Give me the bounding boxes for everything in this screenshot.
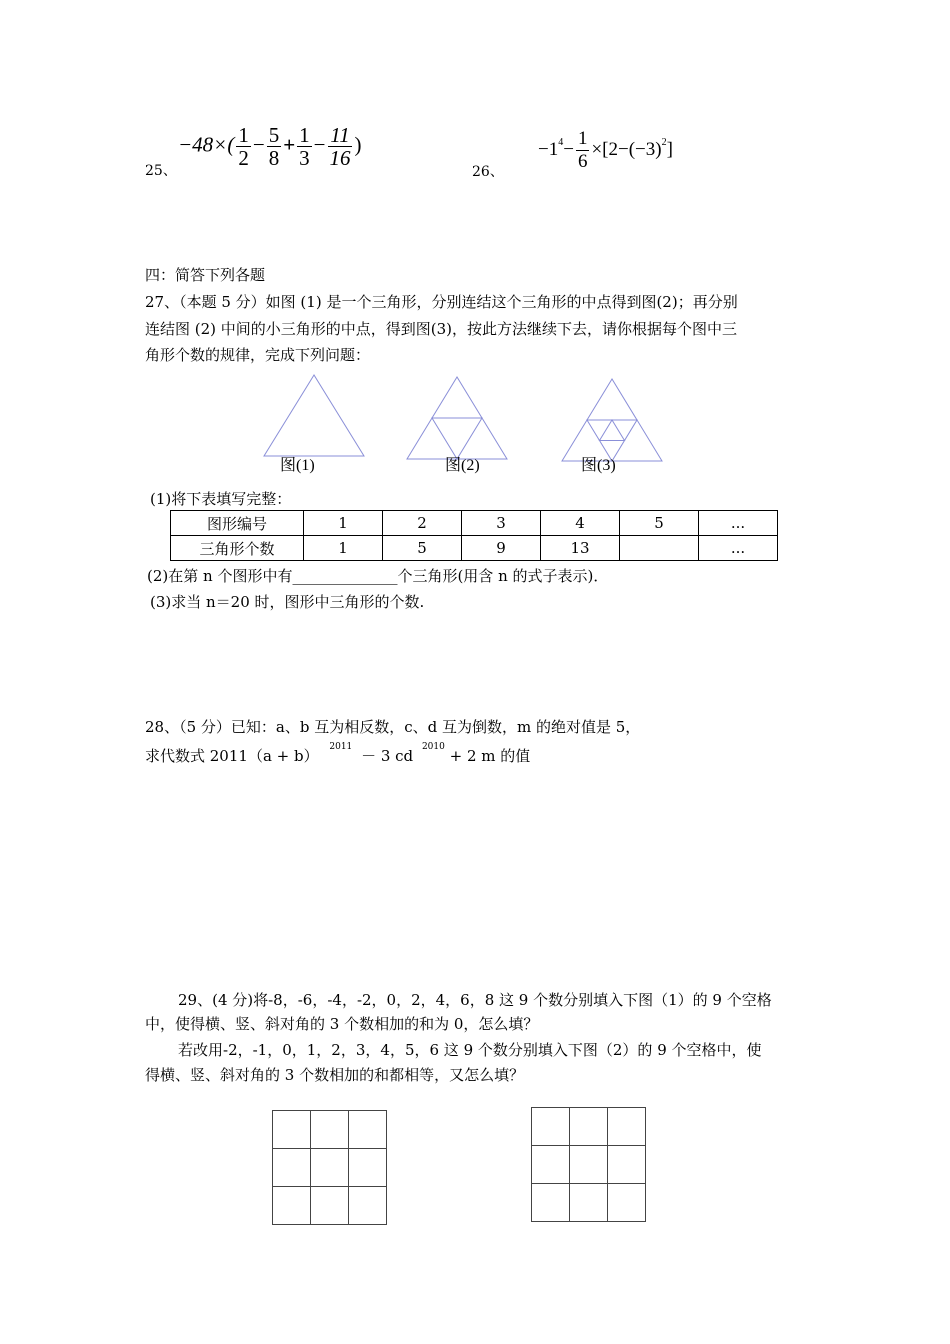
q25-f4-den: 16 bbox=[329, 146, 351, 170]
q26-exp2: 2 bbox=[661, 136, 667, 148]
q25-f3-num: 1 bbox=[299, 123, 310, 147]
table-cell-blank[interactable] bbox=[620, 536, 699, 561]
q29-line2: 中，使得横、竖、斜对角的 3 个数相加的和为 0，怎么填？ bbox=[145, 1015, 539, 1033]
q27-line1: 27、（本题 5 分）如图 (1) 是一个三角形，分别连结这个三角形的中点得到图(2)；再分别 bbox=[145, 293, 738, 311]
triangle-figures bbox=[0, 0, 950, 480]
q28-line2-mid: － 3 cd bbox=[361, 747, 414, 765]
figure-2-caption: 图(2) bbox=[445, 457, 480, 474]
grid-cell[interactable] bbox=[311, 1111, 349, 1149]
grid-cell[interactable] bbox=[532, 1146, 570, 1184]
table-cell: ... bbox=[699, 536, 778, 561]
q27-part2: (2)在第 n 个图形中有______________个三角形(用含 n 的式子表示)． bbox=[147, 567, 609, 585]
grid-cell[interactable] bbox=[608, 1108, 646, 1146]
q27-part3: (3)求当 n＝20 时，图形中三角形的个数. bbox=[150, 593, 425, 611]
figure-1-caption: 图(1) bbox=[280, 457, 315, 474]
table-row bbox=[171, 536, 778, 561]
q25-op1: − bbox=[252, 132, 265, 157]
q25-f1-den: 2 bbox=[238, 146, 249, 170]
grid-cell[interactable] bbox=[273, 1187, 311, 1225]
table-cell: 1 bbox=[304, 536, 383, 561]
q25-op3: − bbox=[313, 132, 326, 157]
table-row bbox=[171, 511, 778, 536]
q28-line2 bbox=[145, 742, 531, 769]
q26-exp1: 4 bbox=[558, 136, 564, 148]
table-cell: 2 bbox=[383, 511, 462, 536]
grid-cell[interactable] bbox=[608, 1146, 646, 1184]
table-cell: 9 bbox=[462, 536, 541, 561]
q25-label: 25、 bbox=[145, 163, 177, 179]
q25-close: ) bbox=[354, 132, 362, 157]
q27-line3: 角形个数的规律，完成下列问题： bbox=[145, 346, 371, 364]
section-heading: 四：简答下列各题 bbox=[145, 266, 266, 284]
grid-cell[interactable] bbox=[570, 1184, 608, 1222]
table-cell: 图形编号 bbox=[171, 511, 304, 536]
q25-f3-den: 3 bbox=[299, 146, 310, 170]
q28-exponent-2: 2010 bbox=[421, 742, 445, 752]
q29-line3: 若改用-2，-1，0，1，2，3，4，5，6 这 9 个数分别填入下图（2）的 9 个空格中，使 bbox=[178, 1041, 762, 1059]
grid-cell[interactable] bbox=[570, 1108, 608, 1146]
q26-mid: ×[2−(−3) bbox=[591, 138, 662, 160]
q28-line1: 28、（5 分）已知：a、b 互为相反数，c、d 互为倒数，m 的绝对值是 5， bbox=[145, 718, 641, 736]
grid-cell[interactable] bbox=[349, 1111, 387, 1149]
grid-cell[interactable] bbox=[273, 1111, 311, 1149]
grid-cell[interactable] bbox=[273, 1149, 311, 1187]
q26-f-num: 1 bbox=[577, 128, 588, 149]
figure-3-inner bbox=[600, 420, 625, 441]
grid-cell[interactable] bbox=[532, 1184, 570, 1222]
grid-cell[interactable] bbox=[349, 1149, 387, 1187]
grid-1 bbox=[272, 1110, 387, 1225]
figure-1-triangle bbox=[264, 375, 364, 456]
grid-cell[interactable] bbox=[532, 1108, 570, 1146]
grid-2 bbox=[531, 1107, 646, 1222]
q29-line4: 得横、竖、斜对角的 3 个数相加的和都相等，又怎么填？ bbox=[145, 1066, 525, 1084]
q25-f1-num: 1 bbox=[238, 123, 249, 147]
q28-line2-start: 求代数式 2011（a + b） bbox=[145, 747, 319, 765]
grid-cell[interactable] bbox=[311, 1149, 349, 1187]
q26-label: 26、 bbox=[472, 164, 504, 180]
table-cell: 5 bbox=[620, 511, 699, 536]
q25-op2: + bbox=[283, 132, 296, 157]
q25-f4-num: 11 bbox=[330, 123, 350, 147]
table-cell: ... bbox=[699, 511, 778, 536]
grid-cell[interactable] bbox=[608, 1184, 646, 1222]
q25-f2-den: 8 bbox=[268, 146, 280, 170]
q25-f2-num: 5 bbox=[268, 123, 280, 147]
q27-part1: (1)将下表填写完整： bbox=[150, 490, 292, 508]
table-cell: 1 bbox=[304, 511, 383, 536]
q26-prefix: −1 bbox=[538, 138, 559, 160]
table-cell: 5 bbox=[383, 536, 462, 561]
q26-close: ] bbox=[666, 138, 673, 160]
grid-cell[interactable] bbox=[349, 1187, 387, 1225]
table-cell: 三角形个数 bbox=[171, 536, 304, 561]
q25-prefix: −48×( bbox=[178, 132, 235, 157]
table-cell: 4 bbox=[541, 511, 620, 536]
q26-op1: − bbox=[563, 138, 574, 160]
grid-cell[interactable] bbox=[311, 1187, 349, 1225]
q28-line2-end: + 2 m 的值 bbox=[449, 747, 531, 765]
q28-exponent-1: 2011 bbox=[329, 742, 353, 752]
table-cell: 13 bbox=[541, 536, 620, 561]
table-cell: 3 bbox=[462, 511, 541, 536]
q27-line2: 连结图 (2) 中间的小三角形的中点，得到图(3)，按此方法继续下去，请你根据每个图中三 bbox=[145, 320, 738, 338]
triangle-count-table bbox=[170, 510, 778, 561]
grid-cell[interactable] bbox=[570, 1146, 608, 1184]
q29-line1: 29、(4 分)将-8，-6，-4，-2，0，2，4，6，8 这 9 个数分别填入下图（1）的 9 个空格 bbox=[178, 991, 772, 1009]
figure-3-caption: 图(3) bbox=[581, 457, 616, 474]
q26-f-den: 6 bbox=[577, 151, 588, 172]
